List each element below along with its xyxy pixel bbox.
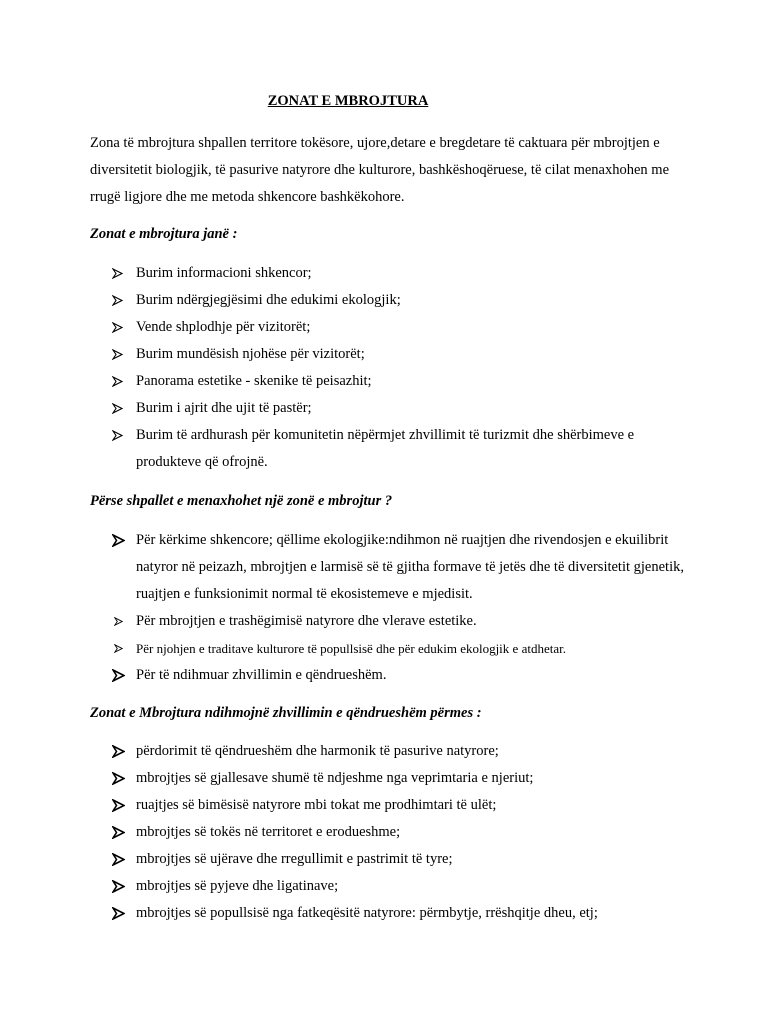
list-item: Burim të ardhurash për komunitetin nëpërmjet zhvillimit të turizmit dhe shërbimeve e produkteve që ofrojnë.: [0, 422, 690, 476]
section-heading-zonat-jane: Zonat e mbrojtura janë :: [90, 226, 238, 242]
arrow-bullet-icon: [114, 635, 128, 662]
list-item: Vende shplodhje për vizitorët;: [0, 314, 690, 341]
arrow-bullet-icon: [112, 792, 126, 819]
arrow-bullet-icon: [112, 260, 126, 287]
arrow-bullet-icon: [112, 819, 126, 846]
arrow-bullet-icon: [112, 738, 126, 765]
list-item: Burim informacioni shkencor;: [0, 260, 690, 287]
list-zonat-jane: [0, 260, 690, 476]
arrow-bullet-icon: [112, 422, 126, 449]
list-item: ruajtjes së bimësisë natyrore mbi tokat me prodhimtari të ulët;: [0, 792, 690, 819]
list-item: Panorama estetike - skenike të peisazhit;: [0, 368, 690, 395]
arrow-bullet-icon: [112, 873, 126, 900]
list-item: Burim i ajrit dhe ujit të pastër;: [0, 395, 690, 422]
page-title: ZONAT E MBROJTURA: [267, 93, 429, 109]
list-item: Për njohjen e traditave kulturore të popullsisë dhe për edukim ekologjik e atdhetar.: [0, 635, 690, 662]
arrow-bullet-icon: [112, 765, 126, 792]
arrow-bullet-icon: [112, 287, 126, 314]
list-item: Për të ndihmuar zhvillimin e qëndrueshëm.: [0, 662, 690, 689]
intro-paragraph: Zona të mbrojtura shpallen territore tokësore, ujore,detare e bregdetare të caktuara për mbrojtjen e diversitetit biologjik, të pasurive natyrore dhe kulturore, bashkëshoqëruese, të cilat menaxhohen me rrugë ligjore dhe me metoda shkencore bashkëkohore.: [90, 135, 670, 205]
arrow-bullet-icon: [114, 608, 128, 635]
arrow-bullet-icon: [112, 341, 126, 368]
list-item: mbrojtjes së ujërave dhe rregullimit e pastrimit të tyre;: [0, 846, 690, 873]
arrow-bullet-icon: [112, 395, 126, 422]
list-item: Burim mundësish njohëse për vizitorët;: [0, 341, 690, 368]
list-item: Burim ndërgjegjësimi dhe edukimi ekologjik;: [0, 287, 690, 314]
list-zhvillimi-qendrueshem: [0, 738, 690, 927]
list-item: mbrojtjes së pyjeve dhe ligatinave;: [0, 873, 690, 900]
arrow-bullet-icon: [112, 900, 126, 927]
arrow-bullet-icon: [112, 662, 126, 689]
arrow-bullet-icon: [112, 527, 126, 554]
list-item: Për kërkime shkencore; qëllime ekologjike:ndihmon në ruajtjen dhe rivendosjen e ekuilibrit natyror në peizazh, mbrojtjen e larmisë së të gjitha formave të jetës dhe të diversitetit gjenetik, ruajtjen e funksionimit normal të ekosistemeve e mjedisit.: [0, 527, 690, 608]
list-item: Për mbrojtjen e trashëgimisë natyrore dhe vlerave estetike.: [0, 608, 690, 635]
section-heading-perse-shpallet: Përse shpallet e menaxhohet një zonë e mbrojtur ?: [90, 493, 393, 509]
arrow-bullet-icon: [112, 846, 126, 873]
list-perse-shpallet: [0, 527, 690, 689]
section-heading-zhvillimi-qendrueshem: Zonat e Mbrojtura ndihmojnë zhvillimin e qëndrueshëm përmes :: [90, 705, 482, 721]
list-item: përdorimit të qëndrueshëm dhe harmonik të pasurive natyrore;: [0, 738, 690, 765]
arrow-bullet-icon: [112, 368, 126, 395]
arrow-bullet-icon: [112, 314, 126, 341]
list-item: mbrojtjes së gjallesave shumë të ndjeshme nga veprimtaria e njeriut;: [0, 765, 690, 792]
list-item: mbrojtjes së popullsisë nga fatkeqësitë natyrore: përmbytje, rrëshqitje dheu, etj;: [0, 900, 690, 927]
list-item: mbrojtjes së tokës në territoret e erodueshme;: [0, 819, 690, 846]
